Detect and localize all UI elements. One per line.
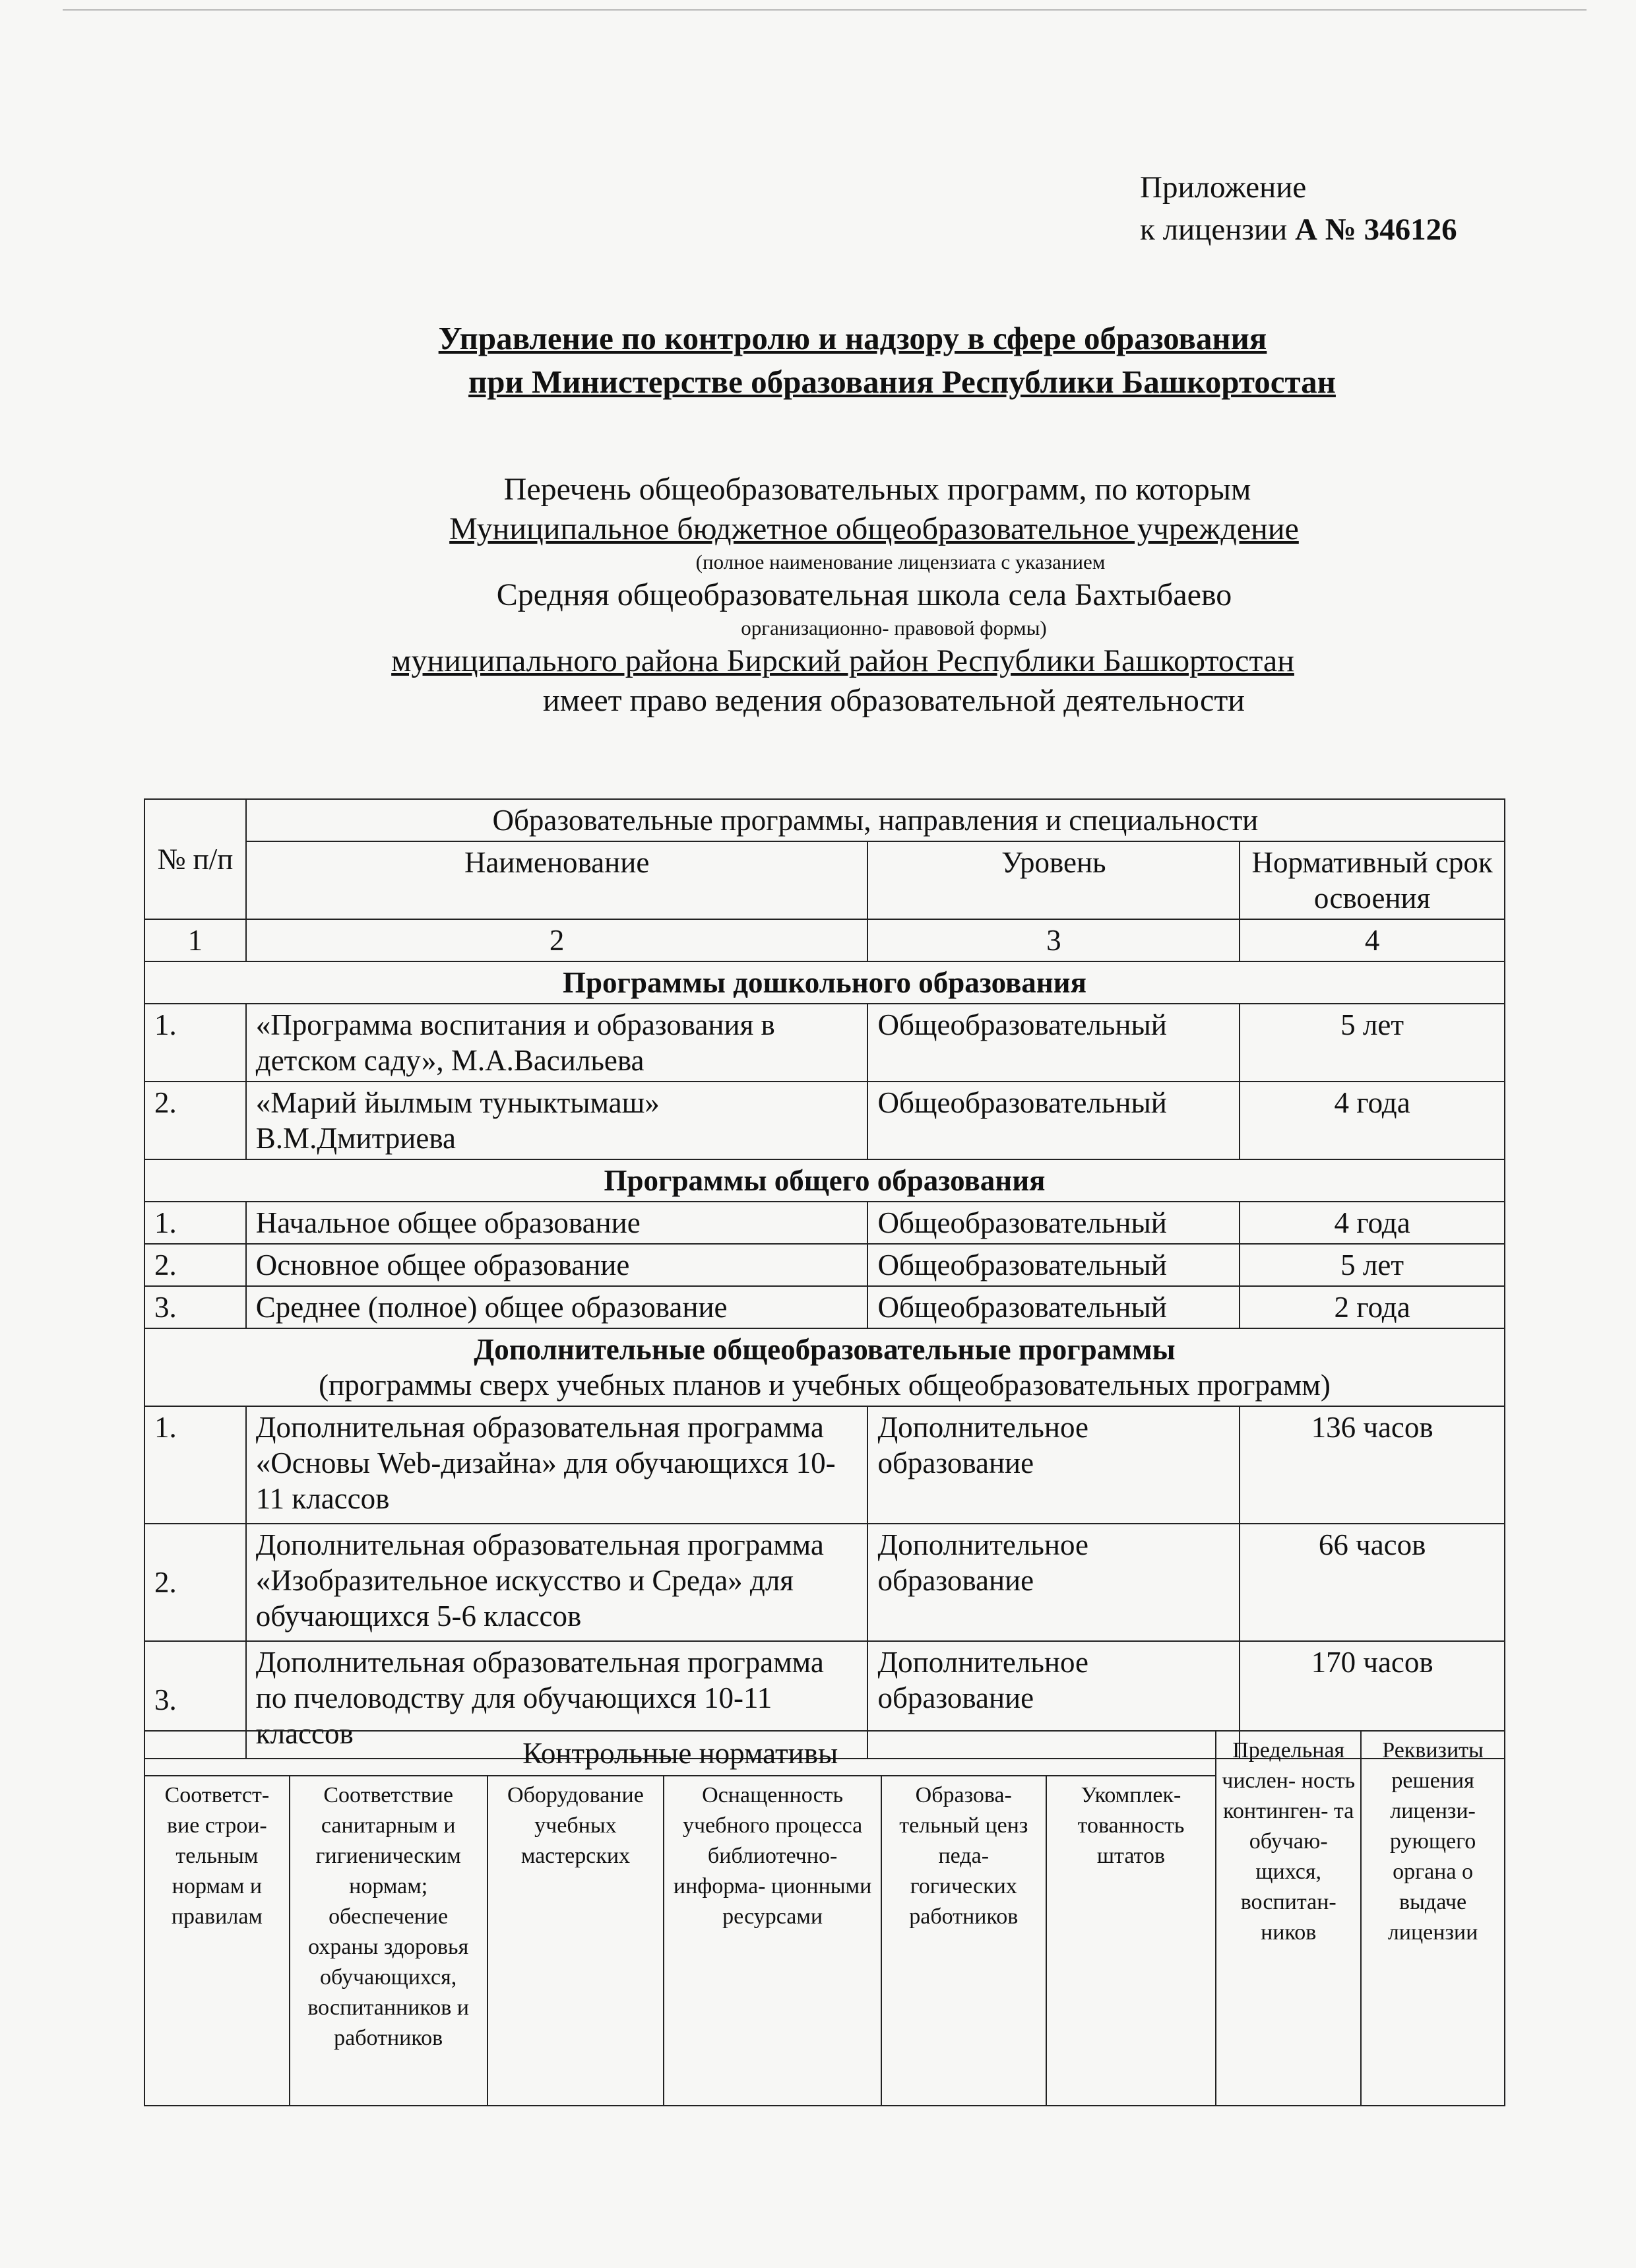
table-subheader-row	[144, 841, 1505, 919]
header-level: Уровень	[867, 841, 1240, 919]
section-title: Программы дошкольного образования	[144, 961, 1505, 1004]
section-title-cell	[144, 1328, 1505, 1406]
norms-header: Контрольные нормативы	[144, 1731, 1216, 1776]
norms-col: Образова- тельный ценз педа- гогических работников	[881, 1776, 1046, 2106]
index-cell: 4	[1240, 919, 1505, 961]
authority-title	[0, 317, 1636, 404]
norms-col: Соответствие санитарным и гигиеническим нормам; обеспечение охраны здоровья обучающихся, воспитанников и работников	[290, 1776, 488, 2106]
section-row	[144, 961, 1505, 1004]
authority-line-2: при Министерстве образования Республики Башкортостан	[468, 364, 1336, 400]
row-level: Дополнительное образование	[867, 1524, 1240, 1641]
norms-header-row	[144, 1731, 1505, 1776]
index-cell: 3	[867, 919, 1240, 961]
control-norms-table	[144, 1730, 1505, 2106]
row-level: Общеобразовательный	[867, 1004, 1240, 1082]
row-name: Начальное общее образование	[246, 1202, 868, 1244]
license-line	[1140, 212, 1457, 247]
row-term: 5 лет	[1240, 1244, 1505, 1286]
row-term: 66 часов	[1240, 1524, 1505, 1641]
norms-col: Укомплек- тованность штатов	[1046, 1776, 1216, 2106]
norms-col: Оснащенность учебного процесса библиотечно- информа- ционными ресурсами	[664, 1776, 881, 2106]
note-legal-form: организационно- правовой формы)	[741, 616, 1047, 639]
row-num: 1.	[144, 1202, 246, 1244]
table-row	[144, 1004, 1505, 1082]
index-row	[144, 919, 1505, 961]
row-level: Дополнительное образование	[867, 1641, 1240, 1759]
row-term: 4 года	[1240, 1202, 1505, 1244]
table-header-row	[144, 799, 1505, 841]
row-term: 5 лет	[1240, 1004, 1505, 1082]
license-number: А № 346126	[1294, 212, 1457, 247]
index-cell: 1	[144, 919, 246, 961]
scan-edge-line	[63, 9, 1587, 11]
licensee-name: Средняя общеобразовательная школа села Бахтыбаево	[496, 577, 1232, 612]
row-name: Основное общее образование	[246, 1244, 868, 1286]
licensee-type: Муниципальное бюджетное общеобразовательное учреждение	[449, 511, 1299, 546]
row-name: Дополнительная образовательная программа «Основы Web-дизайна» для обучающихся 10-11 классов	[246, 1406, 868, 1524]
row-term: 170 часов	[1240, 1641, 1505, 1759]
row-num: 2.	[144, 1524, 246, 1641]
norms-col: Оборудование учебных мастерских	[488, 1776, 664, 2106]
row-name: «Марий йылмым туныктымаш» В.М.Дмитриева	[246, 1082, 868, 1159]
row-name: «Программа воспитания и образования в детском саду», М.А.Васильева	[246, 1004, 868, 1082]
row-name: Среднее (полное) общее образование	[246, 1286, 868, 1328]
programs-table	[144, 798, 1505, 1759]
section-row	[144, 1159, 1505, 1202]
row-num: 1.	[144, 1004, 246, 1082]
intro-block	[0, 470, 1636, 721]
row-term: 4 года	[1240, 1082, 1505, 1159]
row-level: Общеобразовательный	[867, 1082, 1240, 1159]
table-row	[144, 1406, 1505, 1524]
row-level: Общеобразовательный	[867, 1244, 1240, 1286]
row-name: Дополнительная образовательная программа «Изобразительное искусство и Среда» для обучающихся 5-6 классов	[246, 1524, 868, 1641]
row-num: 2.	[144, 1244, 246, 1286]
header-name: Наименование	[246, 841, 868, 919]
licensee-district: муниципального района Бирский район Республики Башкортостан	[391, 643, 1294, 678]
intro-line-5: имеет право ведения образовательной деятельности	[543, 683, 1245, 718]
section-row	[144, 1328, 1505, 1406]
row-name: Дополнительная образовательная программа по пчеловодству для обучающихся 10-11 классов	[246, 1641, 868, 1759]
table-row	[144, 1286, 1505, 1328]
row-term: 2 года	[1240, 1286, 1505, 1328]
header-group: Образовательные программы, направления и специальности	[246, 799, 1505, 841]
row-level: Общеобразовательный	[867, 1202, 1240, 1244]
row-num: 3.	[144, 1641, 246, 1759]
index-cell: 2	[246, 919, 868, 961]
row-level: Общеобразовательный	[867, 1286, 1240, 1328]
row-num: 2.	[144, 1082, 246, 1159]
section-subtitle: (программы сверх учебных планов и учебных общеобразовательных программ)	[319, 1369, 1331, 1402]
note-full-name: (полное наименование лицензиата с указанием	[695, 550, 1106, 573]
section-title: Дополнительные общеобразовательные программы	[474, 1333, 1176, 1366]
intro-line-1: Перечень общеобразовательных программ, по которым	[503, 472, 1251, 507]
license-prefix: к лицензии	[1140, 212, 1295, 247]
header-term: Нормативный срок освоения	[1240, 841, 1505, 919]
row-level: Дополнительное образование	[867, 1406, 1240, 1524]
row-num: 3.	[144, 1286, 246, 1328]
section-title: Программы общего образования	[144, 1159, 1505, 1202]
table-row	[144, 1524, 1505, 1641]
header-num: № п/п	[144, 799, 246, 919]
appendix-label: Приложение	[1140, 170, 1307, 205]
table-row	[144, 1244, 1505, 1286]
norms-details-col: Реквизиты решения лицензи- рующего органа о выдаче лицензии	[1361, 1731, 1505, 2106]
norms-limit-col: Предельная числен- ность континген- та обучаю- щихся, воспитан- ников	[1216, 1731, 1361, 2106]
appendix-block	[1140, 166, 1457, 251]
row-term: 136 часов	[1240, 1406, 1505, 1524]
row-num: 1.	[144, 1406, 246, 1524]
norms-col: Соответст- вие строи- тельным нормам и правилам	[144, 1776, 290, 2106]
table-row	[144, 1202, 1505, 1244]
authority-line-1: Управление по контролю и надзору в сфере образования	[438, 320, 1267, 356]
table-row	[144, 1082, 1505, 1159]
